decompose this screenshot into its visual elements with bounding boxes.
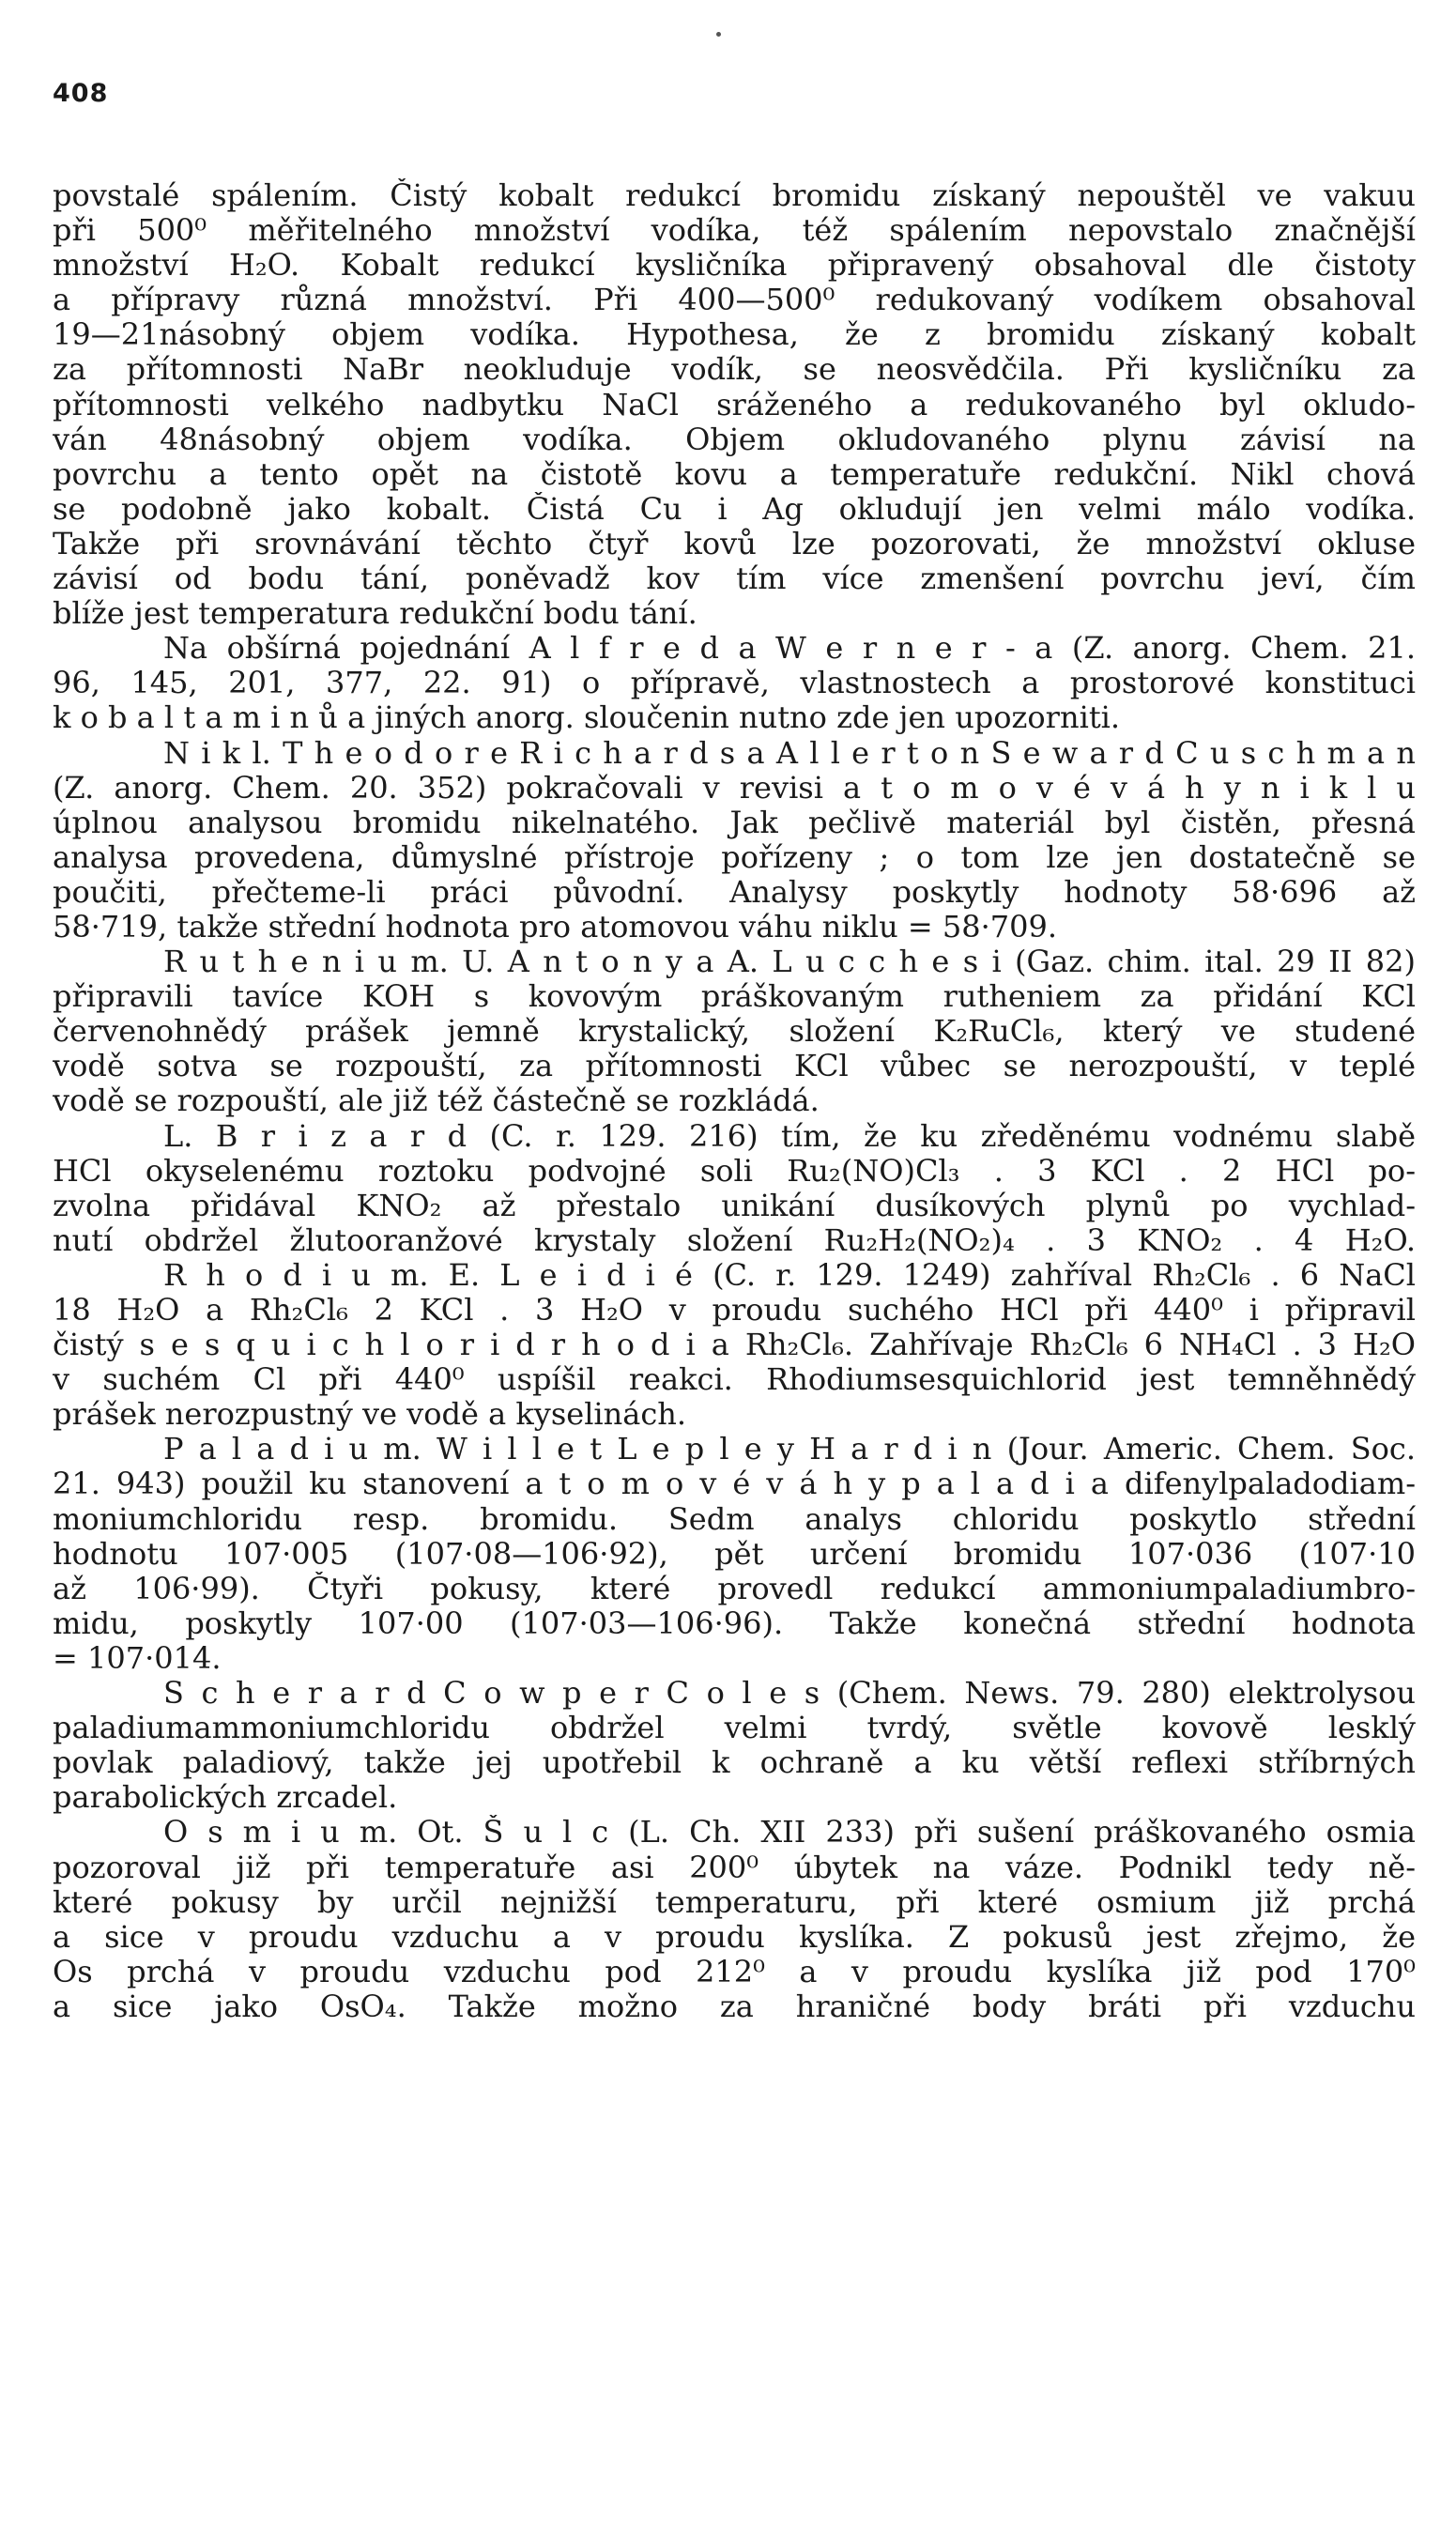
text-line: množství H₂O. Kobalt redukcí kysličníka připravený obsahoval dle čistoty	[53, 248, 1416, 284]
body-text	[53, 178, 1416, 2024]
text-line: ván 48násobný objem vodíka. Objem okludovaného plynu závisí na	[53, 422, 1416, 457]
text-line: R h o d i u m. E. L e i d i é (C. r. 129. 1249) zahříval Rh₂Cl₆ . 6 NaCl	[163, 1257, 1416, 1293]
text-line: povstalé spálením. Čistý kobalt redukcí bromidu získaný nepouštěl ve vakuu	[53, 178, 1416, 213]
text-line: Na obšírná pojednání A l f r e d a W e r n e r - a (Z. anorg. Chem. 21.	[163, 631, 1416, 667]
text-line: 21. 943) použil ku stanovení a t o m o v é v á h y p a l a d i a difenylpaladodiam-	[53, 1467, 1416, 1502]
text-line: nutí obdržel žlutooranžové krystaly složení Ru₂H₂(NO₂)₄ . 3 KNO₂ . 4 H₂O.	[53, 1222, 1416, 1258]
text-line: povrchu a tento opět na čistotě kovu a temperatuře redukční. Nikl chová	[53, 456, 1416, 492]
text-line: moniumchloridu resp. bromidu. Sedm analys chloridu poskytlo střední	[53, 1501, 1416, 1537]
text-line: přítomnosti velkého nadbytku NaCl sráženého a redukovaného byl okludo-	[53, 387, 1416, 422]
text-line: závisí od bodu tání, poněvadž kov tím více zmenšení povrchu jeví, čím	[53, 561, 1416, 597]
text-line: HCl okyselenému roztoku podvojné soli Ru₂(NO)Cl₃ . 3 KCl . 2 HCl po-	[53, 1153, 1416, 1189]
text-line: úplnou analysou bromidu nikelnatého. Jak pečlivě materiál byl čistěn, přesná	[53, 805, 1416, 840]
text-line: čistý s e s q u i c h l o r i d r h o d i a Rh₂Cl₆. Zahřívaje Rh₂Cl₆ 6 NH₄Cl . 3 H₂O	[53, 1328, 1416, 1363]
text-line: hodnotu 107·005 (107·08—106·92), pět určení bromidu 107·036 (107·10	[53, 1536, 1416, 1572]
text-line: při 500⁰ měřitelného množství vodíka, též spálením nepovstalo značnější	[53, 213, 1416, 249]
text-line: 19—21násobný objem vodíka. Hypothesa, že z bromidu získaný kobalt	[53, 317, 1416, 353]
text-line: poučiti, přečteme-li práci původní. Analysy poskytly hodnoty 58·696 až	[53, 874, 1416, 910]
text-line: a sice jako OsO₄. Takže možno za hraničné body bráti při vzduchu	[53, 1989, 1416, 2024]
text-line: a sice v proudu vzduchu a v proudu kyslíka. Z pokusů jest zřejmo, že	[53, 1919, 1416, 1955]
text-line: 58·719, takže střední hodnota pro atomovou váhu niklu = 58·709.	[53, 909, 1058, 944]
text-line: zvolna přidával KNO₂ až přestalo unikání dusíkových plynů po vychlad-	[53, 1188, 1416, 1223]
text-line: 96, 145, 201, 377, 22. 91) o přípravě, vlastnostech a prostorové konstituci	[53, 666, 1416, 701]
text-line: O s m i u m. Ot. Š u l c (L. Ch. XII 233) při sušení práškovaného osmia	[163, 1815, 1416, 1851]
text-line: midu, poskytly 107·00 (107·03—106·96). Takže konečná střední hodnota	[53, 1605, 1416, 1641]
text-line: a přípravy různá množství. Při 400—500⁰ redukovaný vodíkem obsahoval	[53, 283, 1416, 318]
text-line: vodě sotva se rozpouští, za přítomnosti KCl vůbec se nerozpouští, v teplé	[53, 1049, 1416, 1084]
text-line: N i k l. T h e o d o r e R i c h a r d s a A l l e r t o n S e w a r d C u s c h m a n	[163, 735, 1416, 771]
text-line: které pokusy by určil nejnižší temperaturu, při které osmium již prchá	[53, 1884, 1416, 1920]
text-line: prášek nerozpustný ve vodě a kyselinách.	[53, 1397, 687, 1433]
text-line: analysa provedena, důmyslné přístroje pořízeny ; o tom lze jen dostatečně se	[53, 839, 1416, 875]
text-line: L. B r i z a r d (C. r. 129. 216) tím, že ku zředěnému vodnému slabě	[163, 1118, 1416, 1154]
text-line: vodě se rozpouští, ale již též částečně se rozkládá.	[53, 1083, 820, 1119]
text-line: se podobně jako kobalt. Čistá Cu i Ag okludují jen velmi málo vodíka.	[53, 491, 1416, 527]
text-line: R u t h e n i u m. U. A n t o n y a A. L u c c h e s i (Gaz. chim. ital. 29 II 82)	[163, 944, 1416, 980]
text-line: až 106·99). Čtyři pokusy, které provedl redukcí ammoniumpaladiumbro-	[53, 1571, 1416, 1606]
text-line: parabolických zrcadel.	[53, 1780, 398, 1816]
text-line: paladiumammoniumchloridu obdržel velmi tvrdý, světle kovově lesklý	[53, 1711, 1416, 1746]
text-line: v suchém Cl při 440⁰ uspíšil reakci. Rhodiumsesquichlorid jest temněhnědý	[53, 1362, 1416, 1398]
text-line: Takže při srovnávání těchto čtyř kovů lze pozorovati, že množství okluse	[53, 526, 1416, 561]
text-line: k o b a l t a m i n ů a jiných anorg. sloučenin nutno zde jen upozorniti.	[53, 700, 1121, 736]
text-line: (Z. anorg. Chem. 20. 352) pokračovali v revisi a t o m o v é v á h y n i k l u	[53, 770, 1416, 806]
text-line: za přítomnosti NaBr neokluduje vodík, se neosvědčila. Při kysličníku za	[53, 352, 1416, 388]
text-line: S c h e r a r d C o w p e r C o l e s (Chem. News. 79. 280) elektrolysou	[163, 1676, 1416, 1712]
text-line: připravili tavíce KOH s kovovým práškovaným rutheniem za přidání KCl	[53, 979, 1416, 1015]
text-line: Os prchá v proudu vzduchu pod 212⁰ a v proudu kyslíka již pod 170⁰	[53, 1954, 1416, 1989]
text-line: povlak paladiový, takže jej upotřebil k ochraně a ku větší reflexi stříbrných	[53, 1745, 1416, 1781]
text-line: červenohnědý prášek jemně krystalický, složení K₂RuCl₆, který ve studené	[53, 1014, 1416, 1050]
text-line: 18 H₂O a Rh₂Cl₆ 2 KCl . 3 H₂O v proudu suchého HCl při 440⁰ i připravil	[53, 1293, 1416, 1328]
text-line: pozoroval již při temperatuře asi 200⁰ úbytek na váze. Podnikl tedy ně-	[53, 1850, 1416, 1885]
page-number: 408	[53, 79, 109, 108]
text-line: P a l a d i u m. W i l l e t L e p l e y H a r d i n (Jour. Americ. Chem. Soc.	[163, 1432, 1416, 1467]
print-speck	[716, 32, 721, 37]
text-line: blíže jest temperatura redukční bodu tání.	[53, 596, 697, 632]
text-line: = 107·014.	[53, 1640, 222, 1676]
